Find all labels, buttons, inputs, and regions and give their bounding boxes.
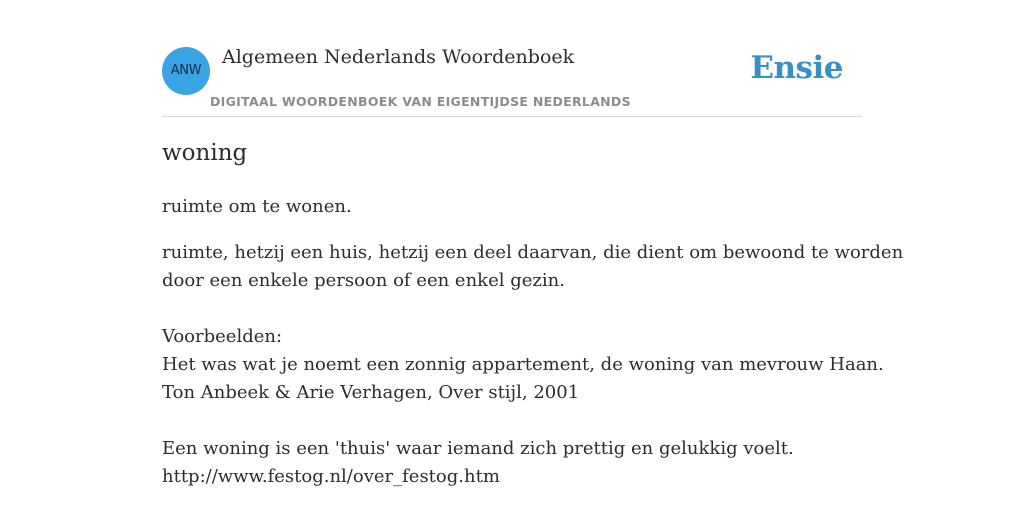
example-text: Het was wat je noemt een zonnig appartement, de woning van mevrouw Haan. [162, 354, 884, 375]
examples-label: Voorbeelden: [162, 326, 283, 347]
entry-card [162, 0, 904, 512]
example-source-link[interactable]: http://www.festog.nl/over_festog.htm [162, 466, 500, 487]
long-definition-line: ruimte, hetzij een huis, hetzij een deel daarvan, die dient om bewoond te worden [162, 242, 904, 263]
dictionary-header [162, 0, 862, 117]
dictionary-subtitle: DIGITAAL WOORDENBOEK VAN EIGENTIJDSE NEDERLANDS [210, 94, 631, 109]
long-definition-line: door een enkele persoon of een enkel gezin. [162, 270, 565, 291]
definition-body [162, 239, 904, 491]
anw-logo[interactable]: ANW [162, 47, 210, 95]
spacer [162, 295, 862, 323]
headword: woning [162, 140, 248, 166]
spacer [162, 407, 862, 435]
dictionary-name[interactable]: Algemeen Nederlands Woordenboek [222, 46, 575, 68]
short-definition: ruimte om te wonen. [162, 196, 352, 217]
example-source: Ton Anbeek & Arie Verhagen, Over stijl, 2001 [162, 382, 580, 403]
ensie-brand-logo[interactable]: Ensie [750, 50, 843, 86]
example-text: Een woning is een 'thuis' waar iemand zich prettig en gelukkig voelt. [162, 438, 794, 459]
